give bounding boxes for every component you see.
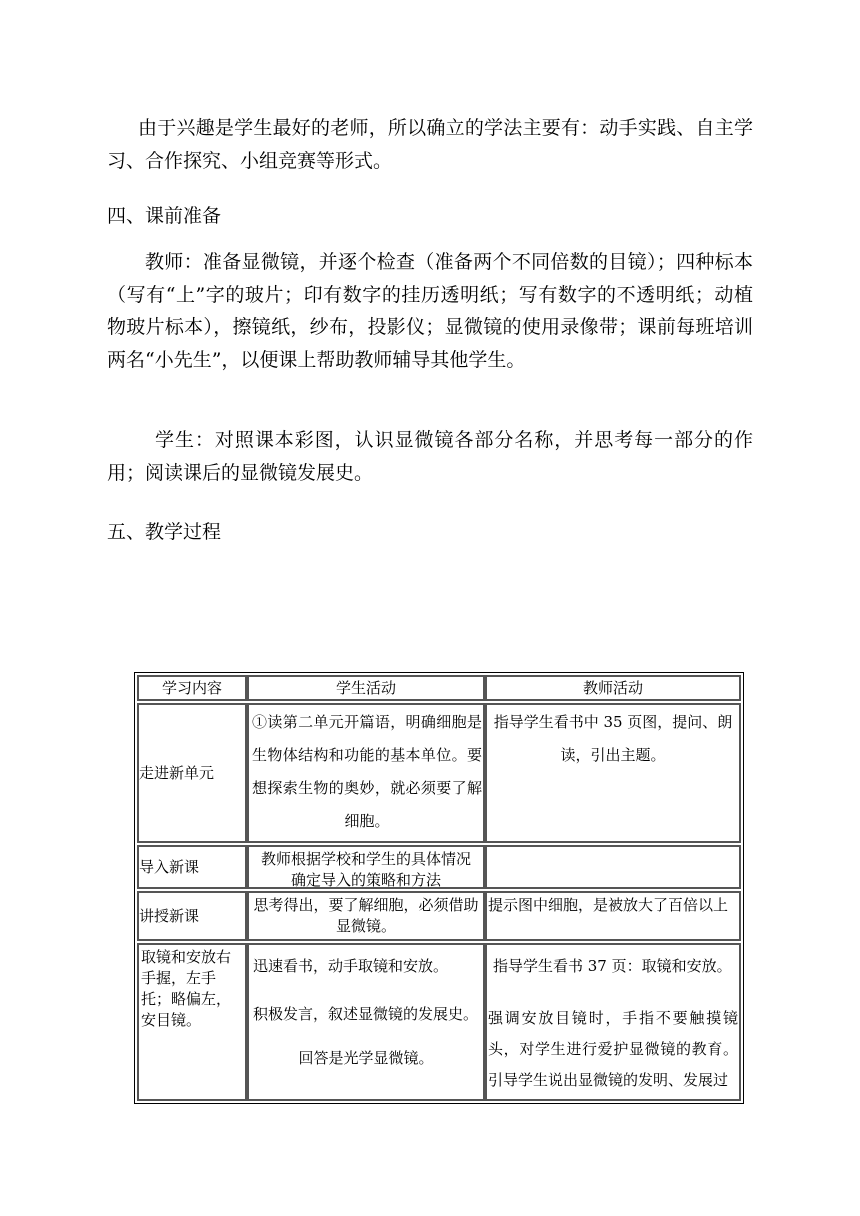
row-2-content-text: 导入新课 <box>139 857 200 876</box>
table-row-3-teacher: 提示图中细胞，是被放大了百倍以上 <box>485 891 741 941</box>
table-row-2-teacher <box>485 845 741 889</box>
row-4-student-line-3: 回答是光学显微镜。 <box>298 1049 434 1067</box>
table-row-2-content <box>137 845 247 889</box>
table-row-3-content <box>137 891 247 941</box>
table-row-1-student: ①读第二单元开篇语，明确细胞是生物体结构和功能的基本单位。要想探索生物的奥妙，就必须要了解细胞。 <box>247 703 485 843</box>
row-1-content-text: 走进新单元 <box>139 763 215 782</box>
table-row-1-content <box>137 703 247 843</box>
row-3-content-text: 讲授新课 <box>139 906 200 925</box>
table-header-content: 学习内容 <box>137 675 247 701</box>
row-4-teacher-line-2: 强调安放目镜时，手指不要触摸镜头，对学生进行爱护显微镜的教育。引导学生说出显微镜的发明、发展过 <box>488 1009 738 1089</box>
table-header-teacher: 教师活动 <box>485 675 741 701</box>
section-heading-teaching-process: 五、教学过程 <box>107 521 222 543</box>
table-row-4-student <box>247 943 485 1101</box>
row-4-student-line-1: 迅速看书，动手取镜和安放。 <box>253 957 449 975</box>
table-row-4-teacher <box>485 943 741 1101</box>
table-row-1-teacher: 指导学生看书中 35 页图，提问、朗读，引出主题。 <box>485 703 741 843</box>
table-header-student: 学生活动 <box>247 675 485 701</box>
table-row-2-student: 教师根据学校和学生的具体情况确定导入的策略和方法 <box>247 845 485 889</box>
table-row-3-student: 思考得出，要了解细胞，必须借助显微镜。 <box>247 891 485 941</box>
table-row-4-content: 取镜和安放右手握，左手托；略偏左，安目镜。 <box>137 943 247 1101</box>
paragraph-student-preparation: 学生：对照课本彩图，认识显微镜各部分名称，并思考每一部分的作用；阅读课后的显微镜发展史。 <box>107 429 753 484</box>
paragraph-teacher-preparation: 教师：准备显微镜，并逐个检查（准备两个不同倍数的目镜）；四种标本（写有“上”字的玻片；印有数字的挂历透明纸；写有数字的不透明纸；动植物玻片标本），擦镜纸，纱布，投影仪；显微镜的使用录像带；课前每班培训两名“小先生”，以便课上帮助教师辅导其他学生。 <box>107 251 753 371</box>
paragraph-study-methods: 由于兴趣是学生最好的老师，所以确立的学法主要有：动手实践、自主学习、合作探究、小组竞赛等形式。 <box>107 117 753 172</box>
row-4-teacher-line-1: 指导学生看书 37 页：取镜和安放。 <box>493 957 732 975</box>
teaching-process-table <box>134 672 744 1104</box>
row-4-student-line-2: 积极发言，叙述显微镜的发展史。 <box>253 1005 479 1023</box>
section-heading-preparation: 四、课前准备 <box>107 205 222 227</box>
